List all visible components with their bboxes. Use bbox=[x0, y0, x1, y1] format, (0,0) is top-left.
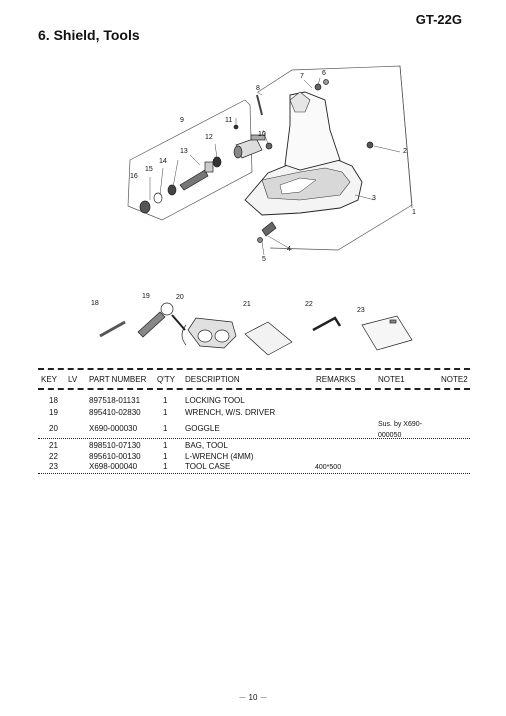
col-header-qty: Q'TY bbox=[157, 375, 175, 384]
callout-1: 1 bbox=[412, 209, 416, 216]
cell-part-number: 897518-01131 bbox=[89, 396, 141, 405]
cell-key: 19 bbox=[49, 408, 58, 417]
col-header-key: KEY bbox=[41, 375, 58, 384]
table-bottom-rule bbox=[38, 473, 470, 474]
page-number: － 10 － bbox=[238, 693, 268, 702]
col-header-note1: NOTE1 bbox=[378, 375, 405, 384]
callout-11: 11 bbox=[225, 117, 233, 124]
cell-description: GOGGLE bbox=[185, 424, 220, 433]
callout-6: 6 bbox=[322, 70, 326, 77]
cell-qty: 1 bbox=[163, 441, 168, 450]
callout-23: 23 bbox=[357, 307, 365, 314]
cell-qty: 1 bbox=[163, 408, 168, 417]
cell-description: LOCKING TOOL bbox=[185, 396, 245, 405]
model-code: GT-22G bbox=[415, 12, 462, 27]
shield-guard-shape bbox=[245, 92, 362, 215]
locking-tool-shape bbox=[100, 322, 125, 336]
table-header-rule bbox=[38, 388, 470, 390]
callout-5: 5 bbox=[262, 256, 266, 263]
wrench-shape bbox=[138, 312, 165, 337]
callout-13: 13 bbox=[180, 148, 188, 155]
cell-qty: 1 bbox=[163, 462, 168, 471]
cell-description: L-WRENCH (4MM) bbox=[185, 452, 254, 461]
cell-part-number: 895410-02830 bbox=[89, 408, 141, 417]
callout-14: 14 bbox=[159, 158, 167, 165]
cell-description: TOOL CASE bbox=[185, 462, 231, 471]
cell-note1-cont: 000050 bbox=[378, 432, 402, 439]
cell-key: 22 bbox=[49, 452, 58, 461]
callout-3: 3 bbox=[372, 195, 376, 202]
cell-key: 18 bbox=[49, 396, 58, 405]
cell-qty: 1 bbox=[163, 424, 168, 433]
cell-part-number: 898510-07130 bbox=[89, 441, 141, 450]
table-top-rule bbox=[38, 368, 470, 370]
callout-22: 22 bbox=[305, 301, 313, 308]
callout-18: 18 bbox=[91, 300, 99, 307]
callout-19: 19 bbox=[142, 293, 150, 300]
callout-20: 20 bbox=[176, 294, 184, 301]
tool-bag-shape bbox=[245, 322, 292, 355]
cell-part-number: X690-000030 bbox=[89, 424, 138, 433]
cell-description: BAG, TOOL bbox=[185, 441, 228, 450]
goggle-shape bbox=[188, 318, 236, 348]
cell-note1: Sus. by X690- bbox=[378, 421, 422, 428]
callout-12: 12 bbox=[205, 134, 213, 141]
callout-15: 15 bbox=[145, 166, 153, 173]
col-header-remarks: REMARKS bbox=[316, 375, 356, 384]
callout-8: 8 bbox=[256, 85, 260, 92]
cell-remarks: 400*500 bbox=[315, 464, 342, 471]
cell-part-number: X698-000040 bbox=[89, 462, 138, 471]
callout-10: 10 bbox=[258, 131, 266, 138]
callout-21: 21 bbox=[243, 301, 251, 308]
cell-description: WRENCH, W/S. DRIVER bbox=[185, 408, 276, 417]
col-header-part-number: PART NUMBER bbox=[89, 375, 147, 384]
callout-16: 16 bbox=[130, 173, 138, 180]
callout-9: 9 bbox=[180, 117, 184, 124]
row-divider bbox=[38, 438, 470, 439]
cell-key: 23 bbox=[49, 462, 58, 471]
cell-key: 20 bbox=[49, 424, 58, 433]
assembly-outline bbox=[128, 66, 412, 250]
col-header-note2: NOTE2 bbox=[441, 375, 468, 384]
col-header-description: DESCRIPTION bbox=[185, 375, 240, 384]
cell-part-number: 895610-00130 bbox=[89, 452, 141, 461]
l-wrench-shape bbox=[313, 318, 340, 330]
cell-qty: 1 bbox=[163, 452, 168, 461]
cell-key: 21 bbox=[49, 441, 58, 450]
callout-4: 4 bbox=[287, 246, 291, 253]
section-title: 6. Shield, Tools bbox=[38, 27, 140, 43]
callout-7: 7 bbox=[300, 73, 304, 80]
tool-case-shape bbox=[362, 316, 412, 350]
callout-2: 2 bbox=[403, 148, 407, 155]
cell-qty: 1 bbox=[163, 396, 168, 405]
tools-illustrations bbox=[100, 303, 412, 355]
col-header-lv: LV bbox=[68, 375, 78, 384]
